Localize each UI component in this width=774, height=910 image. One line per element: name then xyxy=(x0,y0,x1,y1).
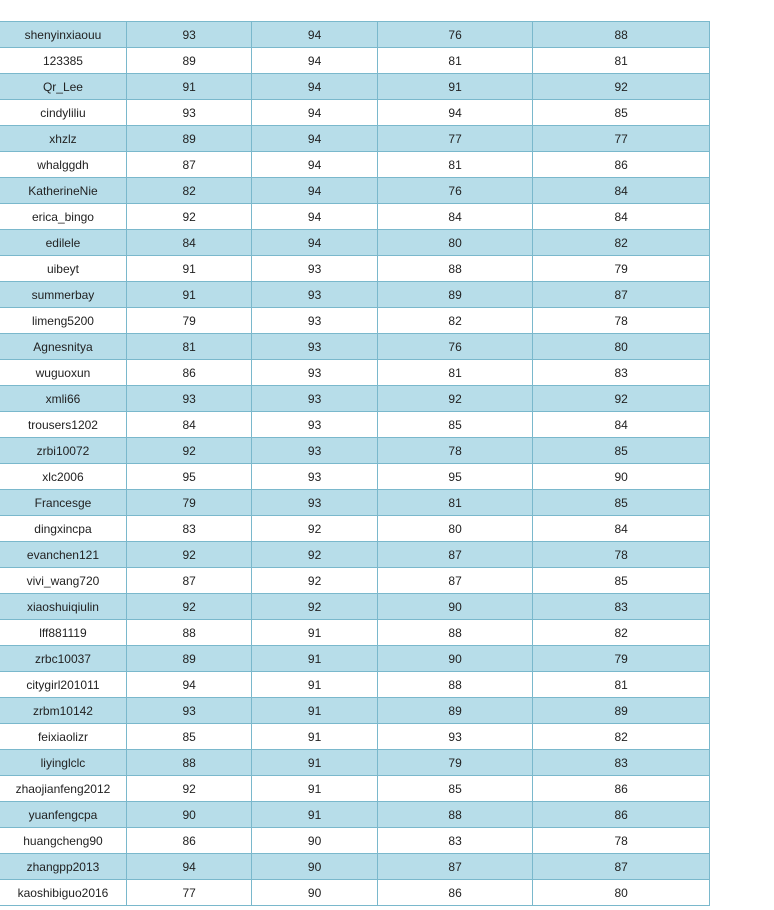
score-cell: 84 xyxy=(533,204,710,230)
score-cell: 91 xyxy=(126,256,251,282)
score-cell: 88 xyxy=(377,672,533,698)
score-cell: 81 xyxy=(533,672,710,698)
score-cell: 94 xyxy=(126,672,251,698)
username-cell: trousers1202 xyxy=(0,412,126,438)
score-cell: 80 xyxy=(533,334,710,360)
score-cell: 84 xyxy=(533,412,710,438)
score-cell: 93 xyxy=(252,490,377,516)
score-cell: 79 xyxy=(533,256,710,282)
score-cell: 93 xyxy=(252,360,377,386)
score-cell: 84 xyxy=(533,516,710,542)
table-row xyxy=(0,802,710,828)
score-cell: 86 xyxy=(533,776,710,802)
username-cell: edilele xyxy=(0,230,126,256)
score-cell: 89 xyxy=(126,646,251,672)
score-cell: 81 xyxy=(126,334,251,360)
table-row xyxy=(0,334,710,360)
score-cell: 78 xyxy=(533,828,710,854)
score-cell: 85 xyxy=(533,490,710,516)
username-cell: evanchen121 xyxy=(0,542,126,568)
score-cell: 86 xyxy=(377,880,533,906)
score-cell: 79 xyxy=(533,646,710,672)
table-row xyxy=(0,594,710,620)
score-cell: 81 xyxy=(377,152,533,178)
table-row xyxy=(0,620,710,646)
score-cell: 79 xyxy=(377,750,533,776)
score-cell: 93 xyxy=(377,724,533,750)
score-cell: 92 xyxy=(126,204,251,230)
score-cell: 77 xyxy=(533,126,710,152)
username-cell: Qr_Lee xyxy=(0,74,126,100)
score-cell: 90 xyxy=(252,854,377,880)
score-cell: 84 xyxy=(126,230,251,256)
score-cell: 90 xyxy=(252,880,377,906)
score-cell: 89 xyxy=(533,698,710,724)
table-row xyxy=(0,880,710,906)
username-cell: limeng5200 xyxy=(0,308,126,334)
score-cell: 82 xyxy=(533,620,710,646)
score-cell: 94 xyxy=(252,230,377,256)
table-row xyxy=(0,308,710,334)
score-cell: 93 xyxy=(252,256,377,282)
score-cell: 84 xyxy=(377,204,533,230)
score-cell: 80 xyxy=(377,516,533,542)
score-cell: 86 xyxy=(533,152,710,178)
score-cell: 92 xyxy=(252,542,377,568)
score-cell: 91 xyxy=(252,776,377,802)
table-row xyxy=(0,256,710,282)
score-cell: 93 xyxy=(252,386,377,412)
username-cell: whalggdh xyxy=(0,152,126,178)
score-cell: 90 xyxy=(252,828,377,854)
score-cell: 91 xyxy=(252,750,377,776)
table-row xyxy=(0,204,710,230)
score-cell: 95 xyxy=(126,464,251,490)
table-row xyxy=(0,490,710,516)
username-cell: liyinglclc xyxy=(0,750,126,776)
score-cell: 94 xyxy=(252,126,377,152)
score-cell: 86 xyxy=(126,828,251,854)
username-cell: erica_bingo xyxy=(0,204,126,230)
score-cell: 89 xyxy=(126,126,251,152)
score-cell: 90 xyxy=(377,646,533,672)
score-cell: 93 xyxy=(126,100,251,126)
score-cell: 92 xyxy=(126,776,251,802)
score-cell: 87 xyxy=(533,854,710,880)
table-row xyxy=(0,750,710,776)
score-cell: 83 xyxy=(533,750,710,776)
username-cell: vivi_wang720 xyxy=(0,568,126,594)
score-cell: 79 xyxy=(126,490,251,516)
score-cell: 93 xyxy=(252,334,377,360)
score-cell: 82 xyxy=(126,178,251,204)
score-cell: 76 xyxy=(377,334,533,360)
table-row xyxy=(0,178,710,204)
score-cell: 94 xyxy=(252,204,377,230)
score-cell: 94 xyxy=(252,100,377,126)
score-cell: 89 xyxy=(377,282,533,308)
score-cell: 94 xyxy=(252,22,377,48)
table-row xyxy=(0,724,710,750)
score-cell: 92 xyxy=(533,386,710,412)
score-cell: 87 xyxy=(126,568,251,594)
score-cell: 81 xyxy=(377,48,533,74)
table-row xyxy=(0,386,710,412)
username-cell: xiaoshuiqiulin xyxy=(0,594,126,620)
score-cell: 76 xyxy=(377,22,533,48)
score-cell: 91 xyxy=(252,802,377,828)
score-cell: 87 xyxy=(126,152,251,178)
score-cell: 93 xyxy=(252,412,377,438)
username-cell: citygirl201011 xyxy=(0,672,126,698)
score-cell: 88 xyxy=(126,620,251,646)
username-cell: zrbc10037 xyxy=(0,646,126,672)
score-cell: 87 xyxy=(377,542,533,568)
table-row xyxy=(0,230,710,256)
score-cell: 93 xyxy=(252,438,377,464)
score-cell: 78 xyxy=(533,308,710,334)
username-cell: xlc2006 xyxy=(0,464,126,490)
table-row xyxy=(0,100,710,126)
table-row xyxy=(0,438,710,464)
username-cell: zrbi10072 xyxy=(0,438,126,464)
score-cell: 85 xyxy=(377,412,533,438)
score-table xyxy=(0,21,710,906)
score-cell: 94 xyxy=(252,74,377,100)
score-cell: 93 xyxy=(126,22,251,48)
score-cell: 93 xyxy=(126,698,251,724)
score-cell: 94 xyxy=(252,48,377,74)
score-cell: 85 xyxy=(126,724,251,750)
score-cell: 91 xyxy=(126,74,251,100)
username-cell: cindyliliu xyxy=(0,100,126,126)
score-cell: 83 xyxy=(533,594,710,620)
score-cell: 92 xyxy=(126,594,251,620)
score-cell: 85 xyxy=(377,776,533,802)
score-cell: 86 xyxy=(126,360,251,386)
table-row xyxy=(0,152,710,178)
table-row xyxy=(0,776,710,802)
score-cell: 92 xyxy=(252,516,377,542)
score-cell: 87 xyxy=(377,568,533,594)
table-row xyxy=(0,828,710,854)
username-cell: uibeyt xyxy=(0,256,126,282)
score-cell: 92 xyxy=(533,74,710,100)
username-cell: zrbm10142 xyxy=(0,698,126,724)
table-row xyxy=(0,22,710,48)
username-cell: huangcheng90 xyxy=(0,828,126,854)
score-cell: 77 xyxy=(126,880,251,906)
score-cell: 78 xyxy=(533,542,710,568)
username-cell: kaoshibiguo2016 xyxy=(0,880,126,906)
table-row xyxy=(0,542,710,568)
score-cell: 77 xyxy=(377,126,533,152)
score-cell: 88 xyxy=(377,256,533,282)
table-row xyxy=(0,516,710,542)
username-cell: feixiaolizr xyxy=(0,724,126,750)
table-row xyxy=(0,698,710,724)
score-cell: 91 xyxy=(252,698,377,724)
score-cell: 94 xyxy=(377,100,533,126)
score-cell: 92 xyxy=(126,438,251,464)
score-cell: 88 xyxy=(126,750,251,776)
table-row xyxy=(0,282,710,308)
table-row xyxy=(0,854,710,880)
score-cell: 83 xyxy=(533,360,710,386)
score-cell: 82 xyxy=(533,230,710,256)
username-cell: xhzlz xyxy=(0,126,126,152)
score-cell: 87 xyxy=(377,854,533,880)
score-table-body xyxy=(0,22,710,906)
username-cell: lff881119 xyxy=(0,620,126,646)
score-cell: 84 xyxy=(126,412,251,438)
score-cell: 85 xyxy=(533,438,710,464)
score-cell: 84 xyxy=(533,178,710,204)
table-row xyxy=(0,360,710,386)
score-cell: 83 xyxy=(126,516,251,542)
score-cell: 91 xyxy=(126,282,251,308)
table-row xyxy=(0,464,710,490)
score-cell: 88 xyxy=(377,802,533,828)
table-row xyxy=(0,126,710,152)
score-cell: 91 xyxy=(377,74,533,100)
score-cell: 82 xyxy=(533,724,710,750)
score-cell: 80 xyxy=(377,230,533,256)
score-cell: 90 xyxy=(377,594,533,620)
score-cell: 93 xyxy=(252,308,377,334)
score-cell: 81 xyxy=(377,490,533,516)
score-cell: 92 xyxy=(126,542,251,568)
score-cell: 90 xyxy=(533,464,710,490)
score-cell: 85 xyxy=(533,568,710,594)
table-row xyxy=(0,646,710,672)
username-cell: 123385 xyxy=(0,48,126,74)
score-cell: 85 xyxy=(533,100,710,126)
score-cell: 81 xyxy=(533,48,710,74)
username-cell: summerbay xyxy=(0,282,126,308)
username-cell: yuanfengcpa xyxy=(0,802,126,828)
score-cell: 94 xyxy=(126,854,251,880)
score-cell: 76 xyxy=(377,178,533,204)
username-cell: dingxincpa xyxy=(0,516,126,542)
table-row xyxy=(0,412,710,438)
username-cell: KatherineNie xyxy=(0,178,126,204)
table-row xyxy=(0,672,710,698)
username-cell: zhaojianfeng2012 xyxy=(0,776,126,802)
score-cell: 91 xyxy=(252,646,377,672)
table-row xyxy=(0,74,710,100)
score-cell: 93 xyxy=(252,282,377,308)
score-cell: 91 xyxy=(252,620,377,646)
score-cell: 91 xyxy=(252,672,377,698)
score-cell: 93 xyxy=(126,386,251,412)
score-cell: 79 xyxy=(126,308,251,334)
username-cell: Francesge xyxy=(0,490,126,516)
score-cell: 91 xyxy=(252,724,377,750)
score-cell: 94 xyxy=(252,178,377,204)
username-cell: xmli66 xyxy=(0,386,126,412)
score-cell: 82 xyxy=(377,308,533,334)
score-cell: 94 xyxy=(252,152,377,178)
username-cell: zhangpp2013 xyxy=(0,854,126,880)
score-cell: 90 xyxy=(126,802,251,828)
score-cell: 95 xyxy=(377,464,533,490)
score-cell: 93 xyxy=(252,464,377,490)
username-cell: Agnesnitya xyxy=(0,334,126,360)
score-cell: 88 xyxy=(377,620,533,646)
table-row xyxy=(0,48,710,74)
score-cell: 92 xyxy=(252,568,377,594)
score-cell: 92 xyxy=(252,594,377,620)
score-cell: 83 xyxy=(377,828,533,854)
table-row xyxy=(0,568,710,594)
score-cell: 89 xyxy=(126,48,251,74)
score-cell: 78 xyxy=(377,438,533,464)
score-cell: 87 xyxy=(533,282,710,308)
score-cell: 88 xyxy=(533,22,710,48)
score-cell: 80 xyxy=(533,880,710,906)
username-cell: shenyinxiaouu xyxy=(0,22,126,48)
score-cell: 92 xyxy=(377,386,533,412)
score-cell: 81 xyxy=(377,360,533,386)
score-cell: 89 xyxy=(377,698,533,724)
score-cell: 86 xyxy=(533,802,710,828)
username-cell: wuguoxun xyxy=(0,360,126,386)
